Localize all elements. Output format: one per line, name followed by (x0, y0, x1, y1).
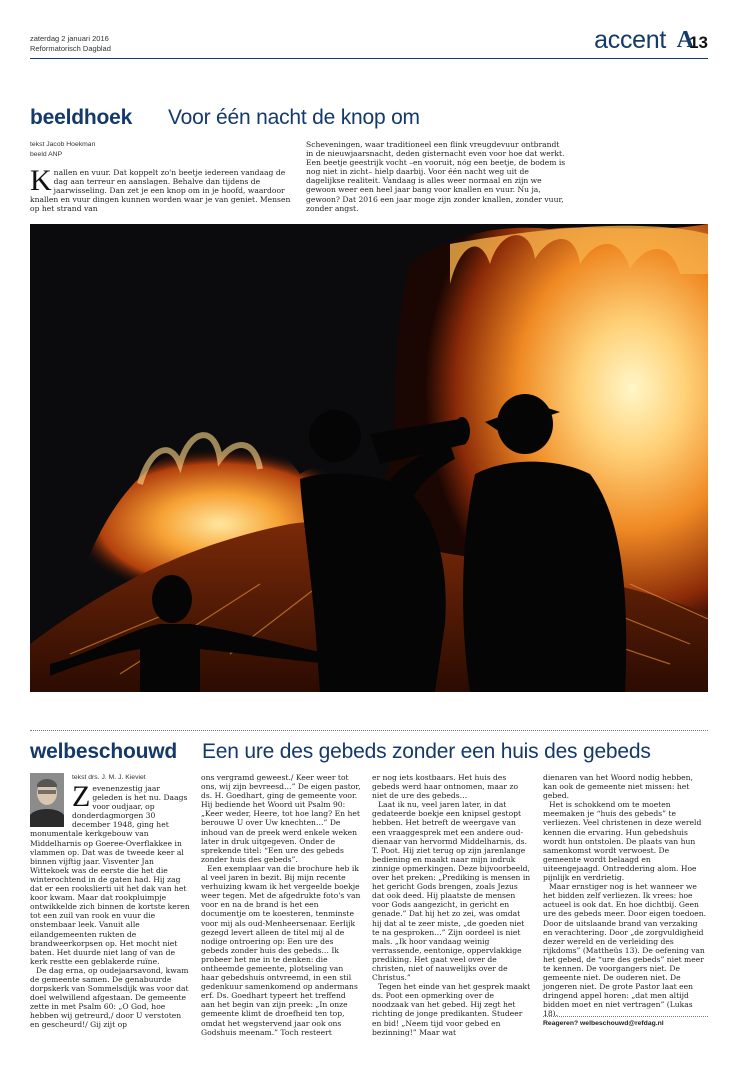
page-number: 13 (689, 33, 708, 52)
beeldhoek-text-1: nallen en vuur. Dat koppelt zo'n beetje iedereen vandaag de dag aan terreur en aanslagen. Behalve dan tijdens de jaarwisseling. Dan zet je een knop om in je hoofd, waardoor knallen en vuur dingen kunnen worden waar je van geniet. Mensen op het strand van (30, 168, 291, 214)
beeldhoek-credits (30, 140, 95, 159)
col2-p1: ons vergramd geweest./ Keer weer tot ons, wij zijn bevreesd…” De eigen pastor, ds. H. Goedhart, ging de gemeente voor. Hij bediende het Woord uit Psalm 90: „Keer weder, Heere, tot hoe lang? En het berouwe U over Uw knechten…” De inhoud van de preek werd enkele weken later in druk uitgegeven. Onder de sprekende titel: “Een ure des gebeds zonder huis des gebeds”. (201, 773, 361, 864)
col3-p2: Laat ik nu, veel jaren later, in dat gedateerde boekje een knipsel gestopt hebben. Het betreft de weergave van een vraaggesprek met een andere oud-dienaar van hervormd Middelharnis, ds. T. Poot. Hij ziet terug op zijn jarenlange bediening en maakt naar mijn indruk zinnige opmerkingen. Deze bijvoorbeeld, over het preken: „Prediking is mensen in het gericht Gods brengen, zoals Jezus dat ook deed. Hij plaatste de mensen voor Gods aangezicht, in gericht en genade.” Dat hij het zo zei, was omdat hij dat al te zeer miste, „de goeden niet te na gesproken…” Zijn oordeel is niet mals. „Ik hoor vandaag weinig verrassende, eentonige, oppervlakkige prediking. Het gaat veel over de christen, niet of nauwelijks over de Christus.” (372, 800, 531, 983)
section-name: accent (594, 26, 666, 54)
masthead-rule (30, 58, 708, 59)
reageren-rule (543, 1016, 708, 1017)
col4-p1: dienaren van het Woord nodig hebben, kan ook de gemeente niet missen: het gebed. (543, 773, 693, 801)
bonfire-photo (30, 224, 708, 692)
welbeschouwd-title: Een ure des gebeds zonder een huis des gebeds (202, 740, 651, 763)
col3-p3: Tegen het einde van het gesprek maakt ds. Poot een opmerking over de noodzaak van het gebed. Hij zegt het richting de jonge predikanten. Studeer en bid! „Neem tijd voor gebed en bezinning!” Maar wat (372, 982, 531, 1037)
credit-photo: beeld ANP (30, 150, 63, 158)
beeldhoek-col1 (30, 164, 296, 214)
col1-intro: evenenzestig jaar geleden is het nu. Daags voor oudjaar, op donderdagmorgen 30 december 1948, ging het monumentale kerkgebouw van Middelharnis op Goeree-Overflakkee in vlammen op. Dat was de tweede keer al binnen vijftig jaar. Visventer Jan Wittekoek was de eerste die het die winterochtend in de gaten had. Hij zag dat er een rookslierti uit het dak van het koor kwam. Maar dat rookpluimpje ontwikkelde zich binnen de kortste keren tot een zuil van rook en vuur die onstembaar leek. Vanuit alle eilandgemeenten rukten de brandweerkorpsen op. Het mocht niet baten. Het duurde niet lang of van de kerk restte een geblakerde ruïne. (30, 784, 190, 966)
photo-spacer (30, 784, 72, 828)
col3-p1: er nog iets kostbaars. Het huis des gebeds werd haar ontnomen, maar zo niet de ure des gebeds… (372, 773, 519, 801)
credit-text: tekst Jacob Hoekman (30, 141, 96, 148)
dropcap: K (30, 164, 52, 197)
welbeschouwd-col2 (201, 773, 361, 1037)
bonfire-photo-image (30, 224, 708, 692)
beeldhoek-label: beeldhoek (30, 106, 133, 129)
col4-p3: Maar ernstiger nog is het wanneer we het bidden zelf verliezen. Ik vrees: hoe actueel is ook dat. En hoe dichtbij. Geen ure des gebeds meer. Door eigen toedoen. Door de uitslaande brand van verzaking en verachtering. Door „de zorgvuldigheid dezer wereld en de verleiding des rijkdoms” (Mattheüs 13). De oefening van het gebed, de “ure des gebeds” niet meer te kennen. De voorgangers niet. De gemeente niet. De ouderen niet. De jongeren niet. De grote Pastor laat een dringend appel horen: „dat men altijd bidden moet en niet vertragen” (Lukas 18). (543, 882, 706, 1019)
reageren-email[interactable]: Reageren? welbeschouwd@refdag.nl (543, 1020, 664, 1027)
col1-p2: De dag erna, op oudejaarsavond, kwam de gemeente samen. De genabuurde dorpskerk van Sommelsdijk was voor dat doel welwillend afgestaan. De gemeente zette in met Psalm 60: „O God, hoe hebben wij getreurd,/ door U verstoten en gescheurd!/ Gij zijt op (30, 965, 189, 1030)
beeldhoek-title: Voor één nacht de knop om (168, 106, 420, 129)
section-separator (30, 730, 708, 731)
welbeschouwd-dropcap: Z (72, 780, 91, 813)
welbeschouwd-col4 (543, 773, 708, 1019)
issue-date: zaterdag 2 januari 2016 (30, 34, 109, 43)
col2-p2: Een exemplaar van die brochure heb ik al veel jaren in bezit. Bij mijn recente verhuizing kwam ik het vergeelde boekje weer tegen. Met de afgedrukte foto's van voor en na de brand is het een documentje om te koesteren, tenminste voor mij als oud-Menheersenaar. Eerlijk gezegd levert alleen de titel mij al de nodige ontroering op: Een ure des gebeds zonder huis des gebeds… Ik probeer het me in te denken: die ontheemde gemeente, plotseling van haar gebedshuis ontvreemd, in een stil gedenkuur samenkomend op andermans erf. Ds. Goedhart typeert het treffend aan het begin van zijn preek: „In onze gemeente klimt de droefheid ten top, omdat het wegstervend jaar ook ons Godshuis meenam.” Toch resteert (201, 863, 361, 1037)
welbeschouwd-credit: tekst drs. J. M. J. Kieviet (72, 774, 146, 781)
paper-name: Reformatorisch Dagblad (30, 44, 111, 53)
welbeschouwd-col1 (30, 780, 190, 1030)
beeldhoek-col2: Scheveningen, waar traditioneel een flink vreugdevuur ontbrandt in de nieuwjaarsnacht, deden gisternacht even voor hoe dat werkt. Een beetje geestrijk vocht –en vooruit, nóg een beetje, de bodem is nog niet in zicht– hielp daarbij. Voor één nacht weg uit de dagelijkse realiteit. Vandaag is alles weer normaal en zijn we gewoon weer een heel jaar bang voor knallen en vuur. Nu ja, gewoon? Dat 2016 een jaar moge zijn zonder knallen, zonder vuur, zonder angst. (306, 140, 566, 213)
masthead-date-block (30, 34, 111, 54)
col4-p2: Het is schokkend om te moeten meemaken je “huis des gebeds” te verliezen. Veel christenen in deze wereld kennen die ervaring. Hun gebedshuis wordt hun ontstolen. De plaats van hun samenkomst wordt verwoest. De gemeente wordt belaagd en uiteengejaagd. Ontreddering alom. Hoe pijnlijk en verdrietig. (543, 800, 702, 883)
welbeschouwd-col3 (372, 773, 532, 1037)
section-letter: A (676, 27, 694, 53)
welbeschouwd-label: welbeschouwd (30, 740, 177, 763)
